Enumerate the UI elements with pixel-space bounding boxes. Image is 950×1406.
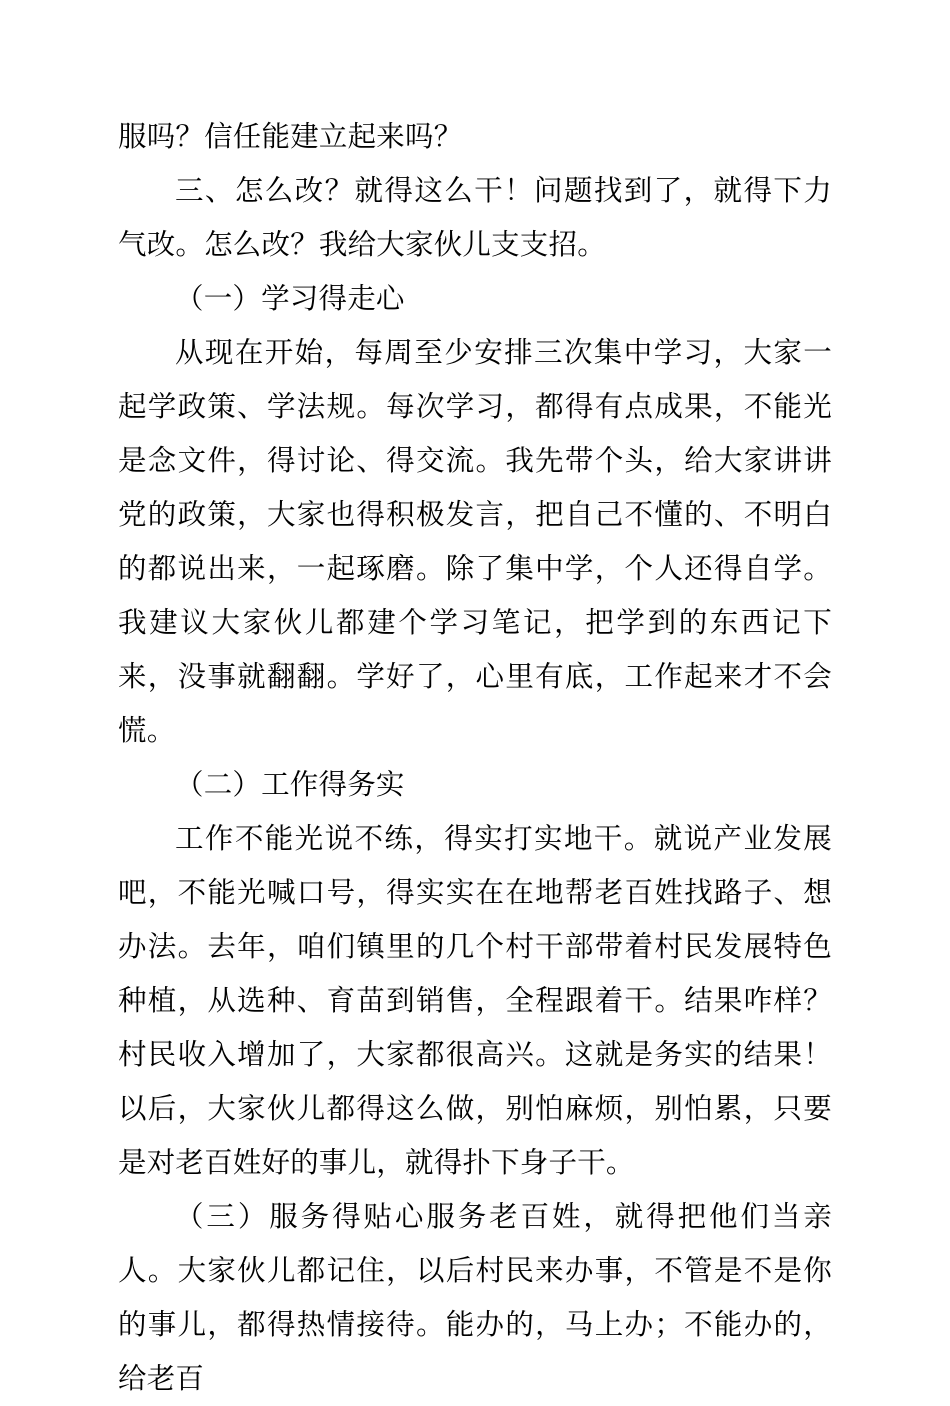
paragraph-1: 服吗？信任能建立起来吗？ [118,120,463,153]
paragraph-subheading-one: （一）学习得走心 [175,282,405,315]
paragraph-section-heading-three: 三、怎么改？就得这么干！问题找到了，就得下力气改。怎么改？我给大家伙儿支支招。 [118,174,832,261]
paragraph-study-body: 从现在开始，每周至少安排三次集中学习，大家一起学政策、学法规。每次学习，都得有点成果，不能光是念文件，得讨论、得交流。我先带个头，给大家讲讲党的政策，大家也得积极发言，把自己不懂的、不明白的都说出来，一起琢磨。除了集中学，个人还得自学。我建议大家伙儿都建个学习笔记，把学到的东西记下来，没事就翻翻。学好了，心里有底，工作起来才不会慌。 [118,336,832,747]
paragraph-subheading-three: （三）服务得贴心服务老百姓，就得把他们当亲人。大家伙儿都记住，以后村民来办事，不管是不是你的事儿，都得热情接待。能办的，马上办；不能办的，给老百 [118,1200,832,1395]
document-body [118,110,832,1406]
paragraph-subheading-two: （二）工作得务实 [175,768,405,801]
paragraph-work-body: 工作不能光说不练，得实打实地干。就说产业发展吧，不能光喊口号，得实实在在地帮老百姓找路子、想办法。去年，咱们镇里的几个村干部带着村民发展特色种植，从选种、育苗到销售，全程跟着干。结果咋样？村民收入增加了，大家都很高兴。这就是务实的结果！以后，大家伙儿都得这么做，别怕麻烦，别怕累，只要是对老百姓好的事儿，就得扑下身子干。 [118,822,832,1179]
